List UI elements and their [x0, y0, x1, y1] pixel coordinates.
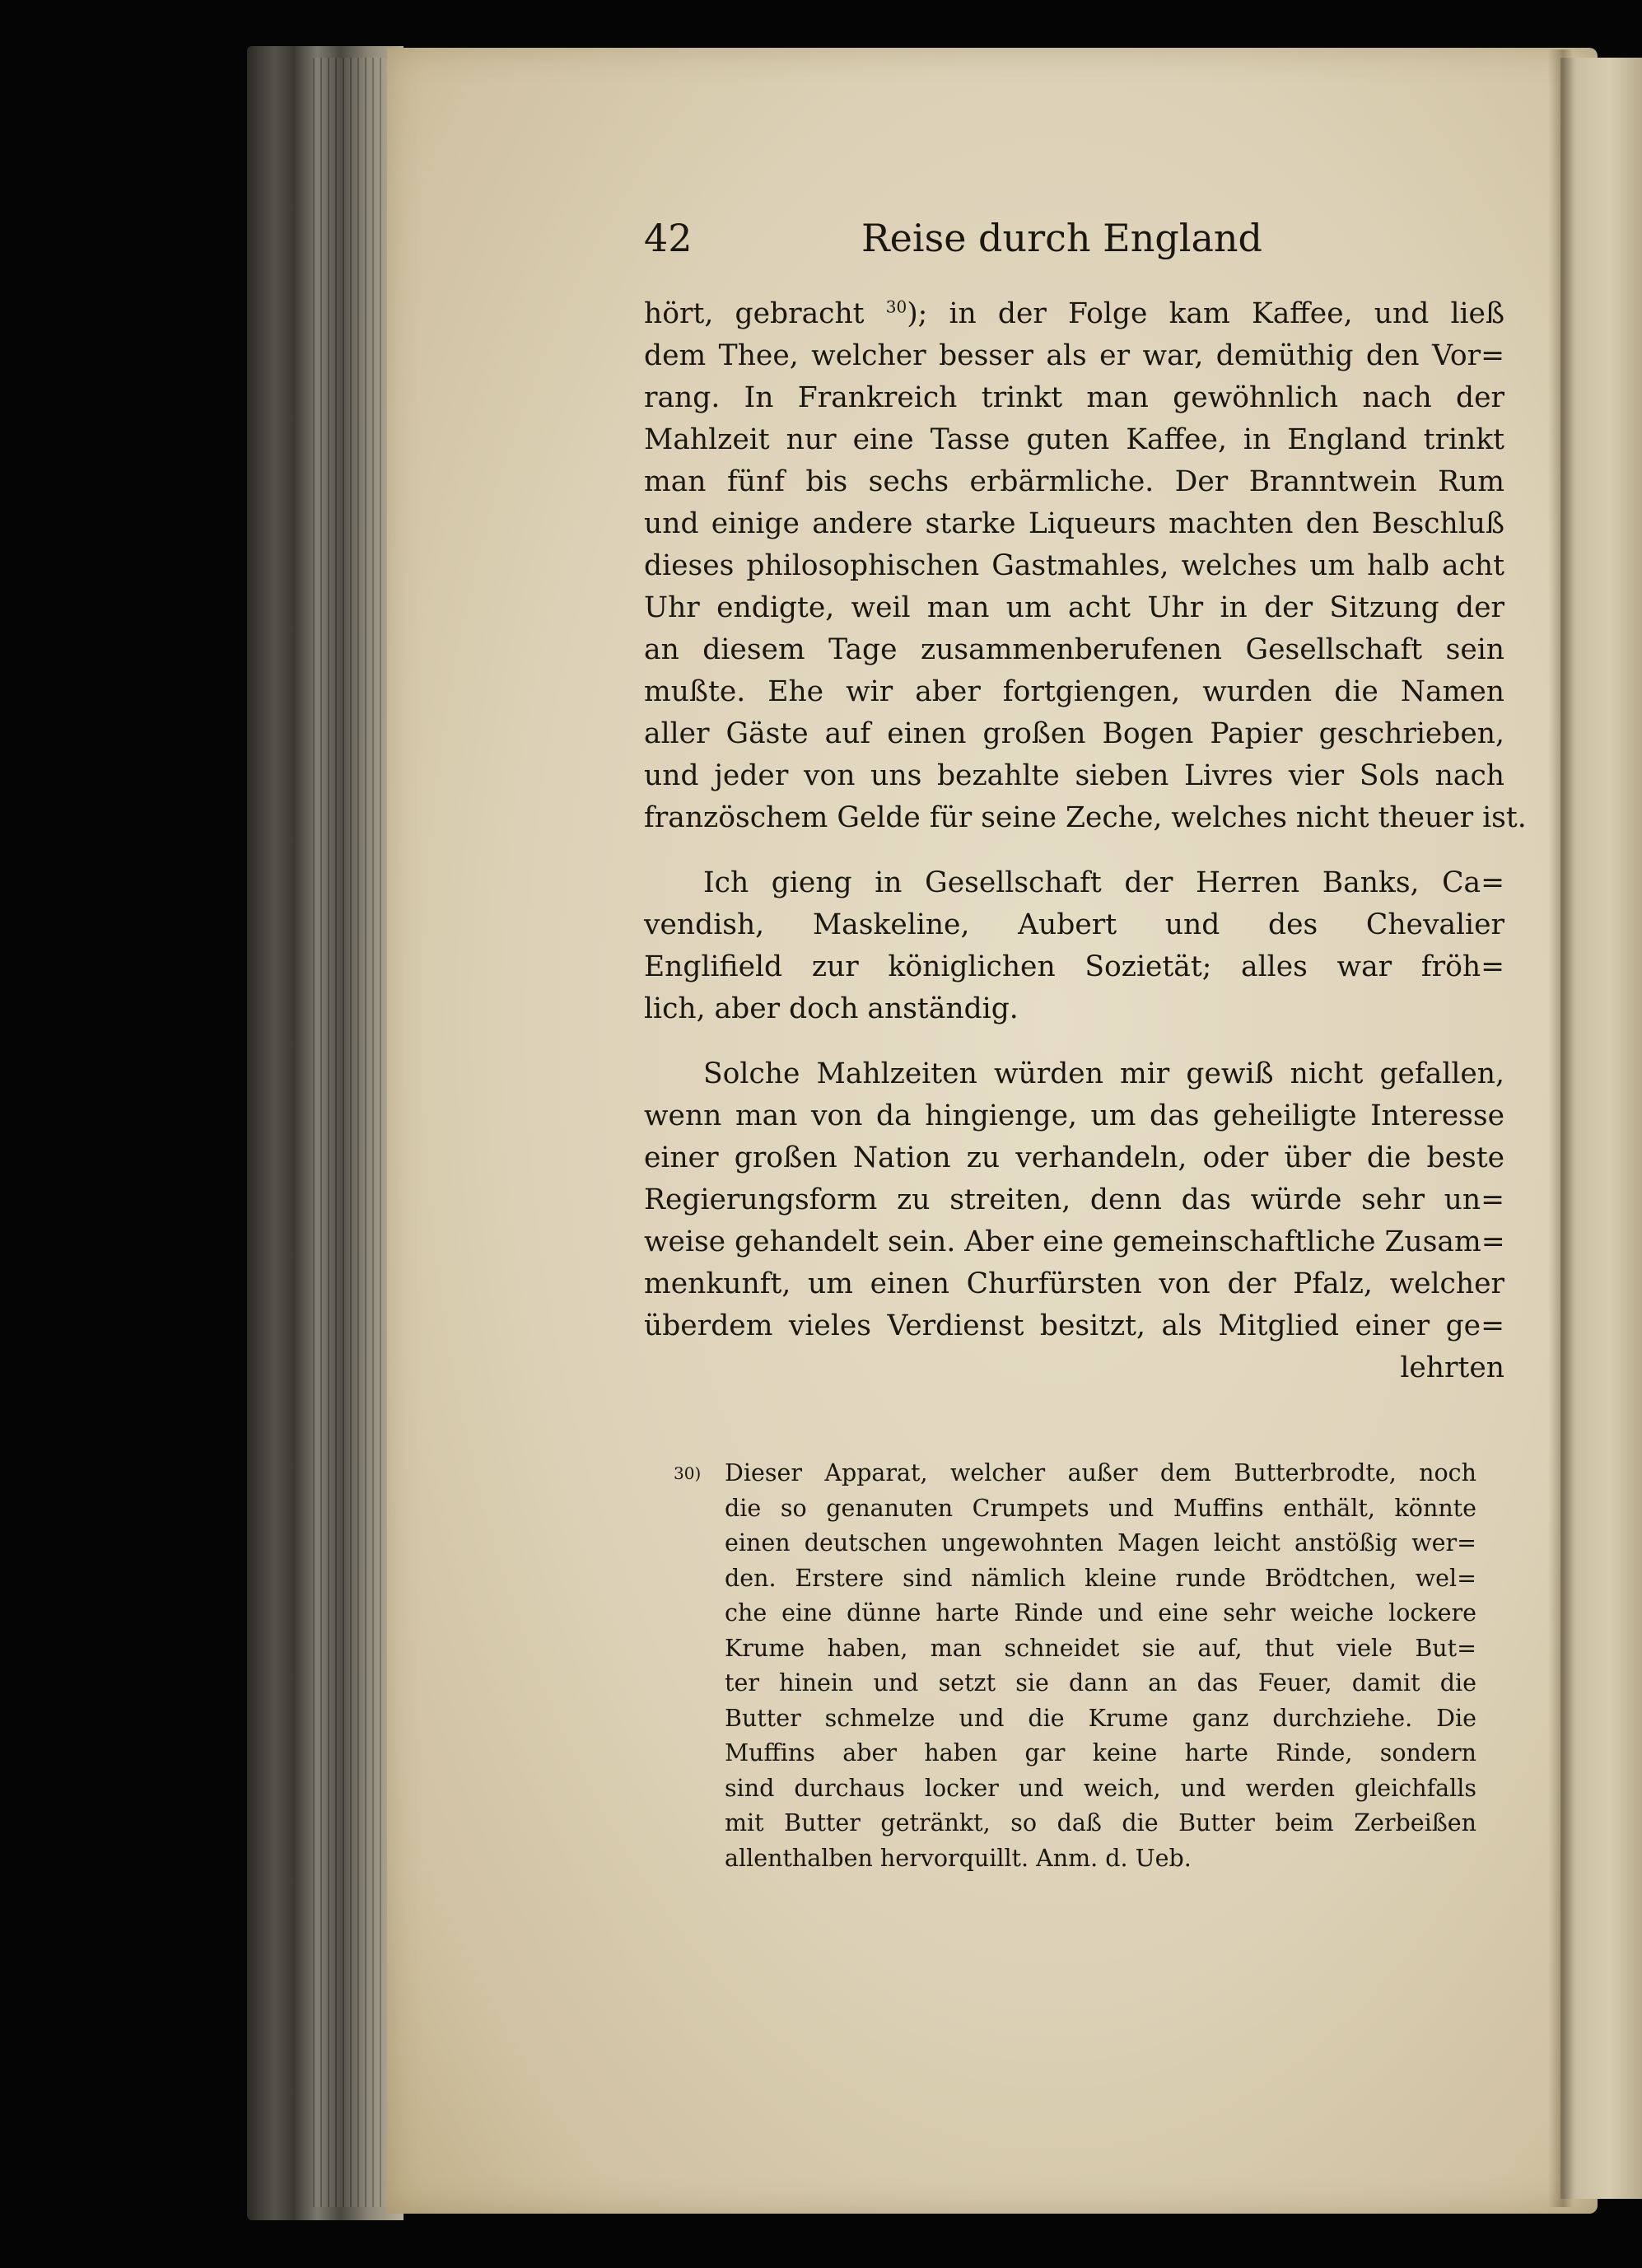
page-edge-lines: [313, 58, 392, 2207]
footnote-line: che eine dünne harte Rinde und eine sehr weiche lockere: [725, 1599, 1476, 1626]
footnote-line: mit Butter getränkt, so daß die Butter beim Zerbeißen: [725, 1809, 1476, 1836]
text-line: wenn man von da hingienge, um das geheiligte Interesse: [644, 1099, 1504, 1132]
text-line: Uhr endigte, weil man um acht Uhr in der Sitzung der: [644, 591, 1504, 624]
footnote-line: ter hinein und setzt sie dann an das Feuer, damit die: [725, 1669, 1476, 1696]
footnote-line: Butter schmelze und die Krume ganz durchziehe. Die: [725, 1704, 1476, 1732]
text-line: man fünf bis sechs erbärmliche. Der Branntwein Rum: [644, 465, 1504, 498]
text-line: rang. In Frankreich trinkt man gewöhnlich nach der: [644, 381, 1504, 414]
footnote-mark: 30): [674, 1463, 702, 1483]
text-line: und einige andere starke Liqueurs machten den Beschluß: [644, 507, 1504, 540]
catchword: lehrten: [1400, 1351, 1504, 1384]
footnote-line: den. Erstere sind nämlich kleine runde Brödtchen, wel=: [725, 1564, 1476, 1592]
text-line: menkunft, um einen Churfürsten von der Pfalz, welcher: [644, 1267, 1504, 1300]
page-text-block: [644, 216, 1527, 1389]
footnote-ref: 30: [885, 296, 907, 317]
text-line: einer großen Nation zu verhandeln, oder über die beste: [644, 1141, 1504, 1174]
text-line: Englifield zur königlichen Sozietät; alles war fröh=: [644, 950, 1504, 983]
text-line: dem Thee, welcher besser als er war, demüthig den Vor=: [644, 339, 1504, 372]
footnote-body: [725, 1456, 1476, 1876]
footnote-line: die so genanuten Crumpets und Muffins enthält, könnte: [725, 1494, 1476, 1522]
text-line: an diesem Tage zusammenberufenen Gesellschaft sein: [644, 633, 1504, 666]
footnote-line: einen deutschen ungewohnten Magen leicht anstößig wer=: [725, 1529, 1476, 1556]
text-line: vendish, Maskeline, Aubert und des Chevalier: [644, 908, 1504, 941]
page-number: 42: [644, 216, 693, 260]
text-line: aller Gäste auf einen großen Bogen Papier geschrieben,: [644, 717, 1504, 750]
text-line: dieses philosophischen Gastmahles, welches um halb acht: [644, 549, 1504, 582]
text-line: Regierungsform zu streiten, denn das würde sehr un=: [644, 1183, 1504, 1216]
text-line: lich, aber doch anständig.: [644, 992, 1019, 1025]
text-line: weise gehandelt sein. Aber eine gemeinschaftliche Zusam=: [644, 1225, 1505, 1258]
footnote: [674, 1456, 1476, 1876]
footnote-line: Muffins aber haben gar keine harte Rinde, sondern: [725, 1739, 1476, 1766]
text-line: überdem vieles Verdienst besitzt, als Mitglied einer ge=: [644, 1309, 1504, 1342]
footnote-line: sind durchaus locker und weich, und werden gleichfalls: [725, 1774, 1476, 1802]
paragraph-2: [644, 862, 1504, 1030]
text-line: französchem Gelde für seine Zeche, welches nicht theuer ist.: [644, 801, 1527, 834]
footnote-line: Dieser Apparat, welcher außer dem Butterbrodte, noch: [725, 1459, 1476, 1486]
footnote-line: Krume haben, man schneidet sie auf, thut viele But=: [725, 1634, 1476, 1662]
text-line: Solche Mahlzeiten würden mir gewiß nicht gefallen,: [703, 1057, 1504, 1090]
text-line: hört, gebracht $^{30}$); in der Folge kam Kaffee, und ließ: [644, 296, 1504, 330]
text-line: Ich gieng in Gesellschaft der Herren Banks, Ca=: [703, 866, 1504, 899]
text-line: und jeder von uns bezahlte sieben Livres vier Sols nach: [644, 759, 1504, 792]
gutter-shadow: [1548, 49, 1573, 2207]
footnote-line: allenthalben hervorquillt. Anm. d. Ueb.: [725, 1844, 1192, 1872]
paragraph-1: [644, 293, 1527, 839]
running-title: Reise durch England: [861, 216, 1262, 260]
text-line: Mahlzeit nur eine Tasse guten Kaffee, in England trinkt: [644, 423, 1504, 456]
paragraph-3: [644, 1053, 1504, 1347]
running-header: [644, 216, 1504, 282]
text-line: mußte. Ehe wir aber fortgiengen, wurden die Namen: [644, 675, 1504, 708]
